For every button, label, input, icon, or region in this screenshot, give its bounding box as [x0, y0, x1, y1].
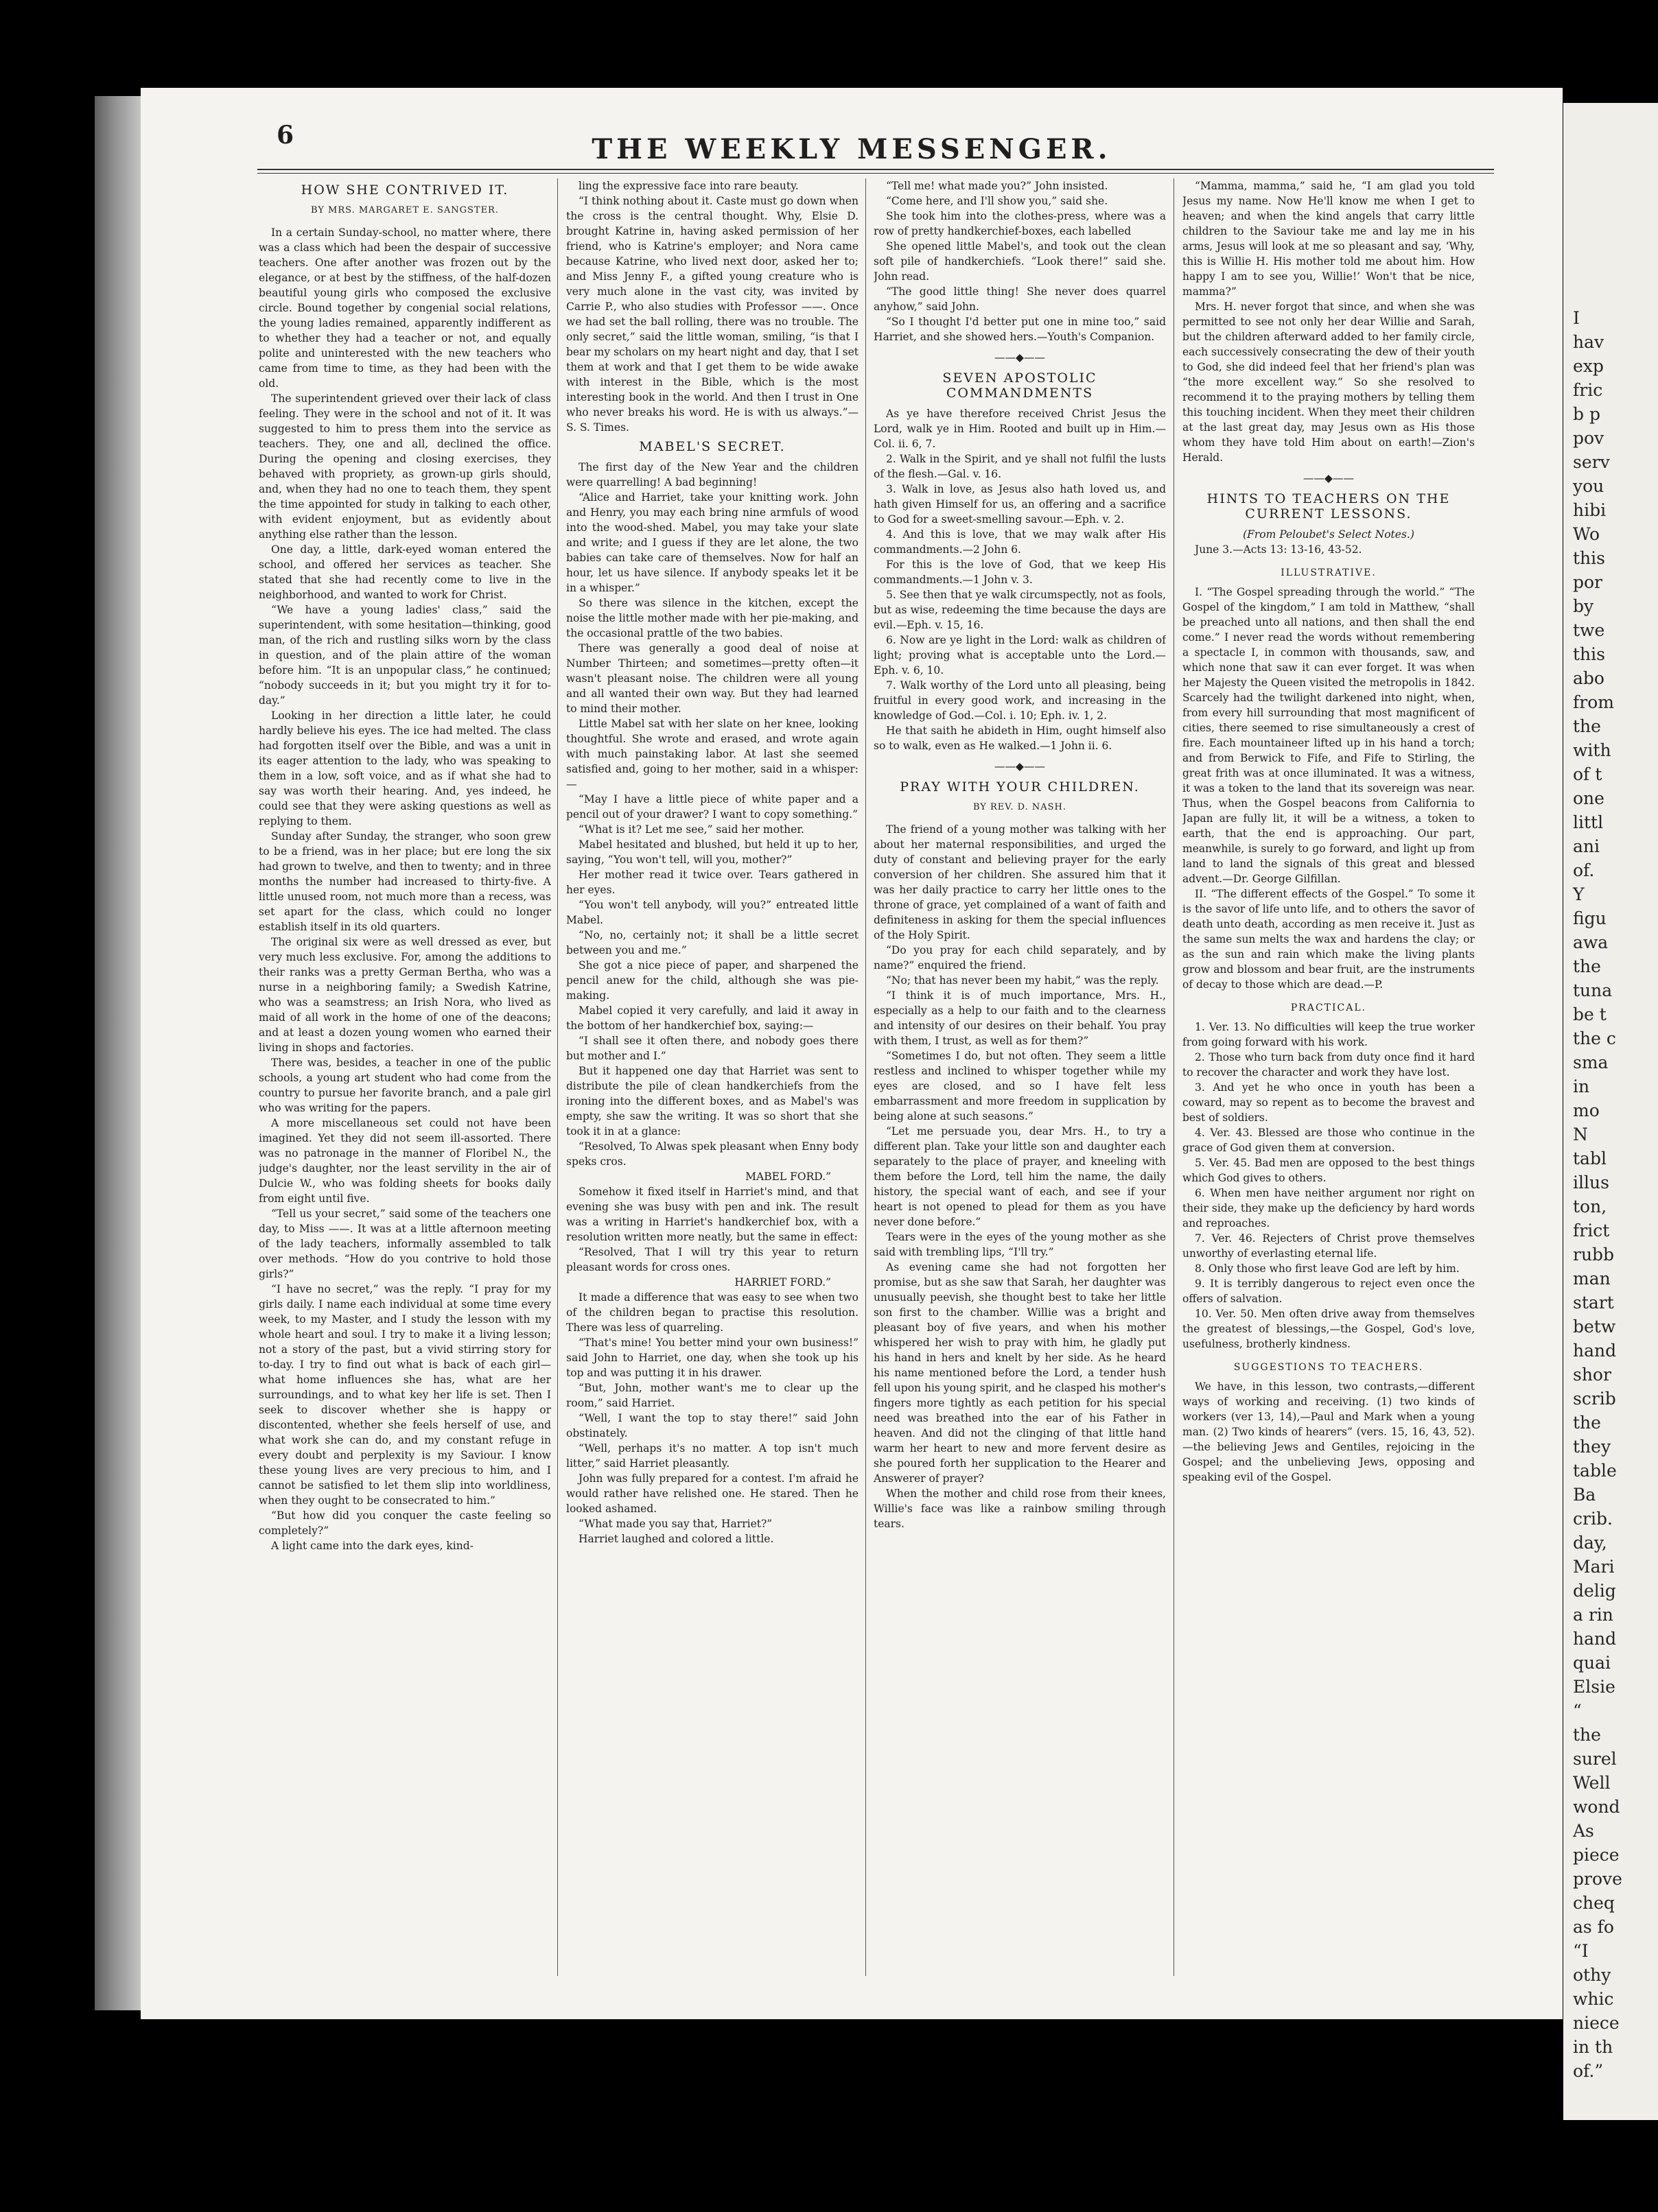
facing-page-fragment: delig: [1573, 1581, 1616, 1601]
paragraph: When the mother and child rose from their knees, Willie's face was like a rainbow smiling through tears.: [874, 1487, 1166, 1530]
facing-page-fragment: abo: [1573, 668, 1604, 688]
facing-page-edge: [1563, 103, 1658, 2120]
paragraph: I. “The Gospel spreading through the world.” “The Gospel of the kingdom,” I am told in Matthew, “shall be preached unto all nations, and then shall the end come.” I never read the words without remembering a spectacle I, in common with thousands, saw, and which none that saw it can ever forget. It was when her Majesty the Queen visited the metropolis in 1842. Scarcely had the twilight darkened into night, when, from every hill surrounding that most magnificent of cities, there seemed to rise simultaneously a crest of fire. Each mountaineer lifted up in his hand a torch; and from Berwick to Fife, and Fife to Stirling, the great frith was at once illuminated. It was a witness, it was a token to the land that its sovereign was near. Thus, when the Gospel beacons from California to Japan are fully lit, it will be a witness, a token to earth, that the end is approaching. Our part, meanwhile, is surely to go forward, and light up from land to land the signals of this great and blessed advent.—Dr. George Gilfillan.: [1182, 586, 1475, 885]
paragraph: So there was silence in the kitchen, except the noise the little mother made with her pie-making, and the occasional prattle of the two babies.: [566, 597, 859, 639]
facing-page-fragment: illus: [1573, 1173, 1609, 1192]
facing-page-fragment: this: [1573, 548, 1605, 568]
paragraph: “I have no secret,” was the reply. “I pray for my girls daily. I name each individual at some time every week, to my Master, and I study the lesson with my whole heart and soul. I try to make it a living lesson; not a story of the past, but a vivid stirring story for to-day. I try to find out what is back of each girl—what home influences she has, what are her surroundings, and to what key her life is set. Then I seek to discover whether she is happy or discontented, whether she feels herself of use, and what work she can do, and my constant refuge in every doubt and perplexity is my Saviour. I know these young lives are very precious to him, and I cannot be satisfied to let them slip into worldliness, when they ought to be consecrated to him.”: [259, 1283, 551, 1507]
paragraph: 4. And this is love, that we may walk after His commandments.—2 John 6.: [874, 528, 1166, 556]
paragraph: Mrs. H. never forgot that since, and when she was permitted to see not only her dear Willie and Sarah, but the children afterward added to her family circle, each successively consecrating the dew of their youth to God, she did indeed feel that her friend's plan was “the more excellent way.” So she resolved to recommend it to the praying mothers by telling them this touching incident. When they meet their children at the last great day, may Jesus own as His those whom they have told Him about on earth!—Zion's Herald.: [1182, 301, 1475, 464]
facing-page-fragment: figu: [1573, 908, 1607, 928]
paragraph: “No, no, certainly not; it shall be a little secret between you and me.”: [566, 929, 859, 956]
facing-page-fragment: por: [1573, 572, 1603, 592]
facing-page-fragment: piece: [1573, 1845, 1620, 1865]
paragraph: She took him into the clothes-press, where was a row of pretty handkerchief-boxes, each labelled: [874, 210, 1166, 237]
facing-page-fragment: Y: [1573, 884, 1585, 904]
paragraph: “No; that has never been my habit,” was the reply.: [886, 974, 1159, 987]
facing-page-fragment: hand: [1573, 1629, 1617, 1649]
paragraph: In a certain Sunday-school, no matter where, there was a class which had been the despair of successive teachers. One after another was frozen out by the elegance, or at best by the stiffness, of the half-dozen beautiful young girls who composed the exclusive circle. Bound together by congenial social relations, the young ladies remained, apparently indifferent as to whether they had a teacher or not, and equally polite and uninterested with the new teachers who came from time to time, as they had been with the old.: [259, 226, 551, 390]
ornament-divider: ——◆——: [994, 760, 1045, 773]
facing-page-fragment: be t: [1573, 1004, 1607, 1024]
facing-page-fragment: table: [1573, 1461, 1617, 1481]
paragraph: “But, John, mother want's me to clear up the room,” said Harriet.: [566, 1382, 859, 1409]
paragraph: But it happened one day that Harriet was sent to distribute the pile of clean handkerchiefs from the ironing into the different boxes, and as Mabel's was empty, she saw the writing. It was so short that she took it in at a glance:: [566, 1065, 859, 1138]
page-number: 6: [277, 121, 294, 150]
newspaper-page: [141, 88, 1563, 2019]
paragraph: “What made you say that, Harriet?”: [579, 1518, 773, 1530]
article-body: [1182, 1020, 1475, 1352]
article-body: [1182, 585, 1475, 992]
facing-page-fragment: they: [1573, 1437, 1611, 1457]
paragraph: 9. It is terribly dangerous to reject even once the offers of salvation.: [1182, 1278, 1475, 1305]
facing-page-fragment: hand: [1573, 1341, 1617, 1361]
section-heading: PRACTICAL.: [1290, 1002, 1367, 1013]
facing-page-fragment: mo: [1573, 1101, 1600, 1120]
column-divider: [557, 178, 558, 1976]
paragraph: “Mamma, mamma,” said he, “I am glad you told Jesus my name. Now He'll know me when I get to heaven; and when the kind angels that carry little children to the Saviour take me and lay me in his arms, Jesus will look at me so pleasant and say, ‘Why, this is Willie H. His mother told me about him. How happy I am to see you, Willie!’ Won't that be nice, mamma?”: [1182, 180, 1475, 298]
paragraph: “We have a young ladies' class,” said the superintendent, with some hesitation—thinking, good man, of the rich and rustling silks worn by the class in question, and of the plain attire of the woman before him. “It is an unpopular class,” he continued; “nobody succeeds in it; but you might try it for to-day.”: [259, 604, 551, 707]
paragraph: As evening came she had not forgotten her promise, but as she saw that Sarah, her daughter was unusually peevish, she thought best to take her little son first to the chamber. Willie was a bright and pleasant boy of five years, and when his mother whispered her wish to pray with him, he gladly put his hand in hers and knelt by her side. As he heard his name mentioned before the Lord, a tender hush fell upon his young spirit, and he clasped his mother's fingers more tightly as each petition for his special need was breathed into the ear of his Father in heaven. And did not the clinging of that little hand warm her heart to new and more fervent desire as she poured forth her supplication to the Hearer and Answerer of prayer?: [874, 1261, 1166, 1485]
paragraph: Mabel hesitated and blushed, but held it up to her, saying, “You won't tell, will you, mother?”: [566, 838, 859, 866]
paragraph: 8. Only those who first leave God are left by him.: [1195, 1262, 1460, 1275]
facing-page-fragment: “: [1573, 1701, 1582, 1721]
paragraph: Looking in her direction a little later, he could hardly believe his eyes. The ice had melted. The class had forgotten itself over the Bible, and was a unit in its eager attention to the lady, who was speaking to them in a low, soft voice, and as if what she had to say was worth their hearing. And, yes indeed, he could see that they were asking questions as well as replying to them.: [259, 709, 551, 827]
paragraph: 6. Now are ye light in the Lord: walk as children of light; proving what is acceptable unto the Lord.—Eph. v. 6, 10.: [874, 634, 1166, 676]
paragraph: 3. Walk in love, as Jesus also hath loved us, and hath given Himself for us, an offering and a sacrifice to God for a sweet-smelling savour.—Eph. v. 2.: [874, 483, 1166, 526]
paragraph: “May I have a little piece of white paper and a pencil out of your drawer? I want to copy something.”: [566, 793, 859, 821]
paragraph: 2. Walk in the Spirit, and ye shall not fulfil the lusts of the flesh.—Gal. v. 16.: [874, 453, 1166, 480]
paragraph: Sunday after Sunday, the stranger, who soon grew to be a friend, was in her place; but ere long the six had grown to twelve, and then to twenty; and in three months the number had increased to thirty-five. A little unused room, not much more than a recess, was set apart for the class, which could no longer establish itself in its old quarters.: [259, 830, 551, 933]
paragraph: “Well, I want the top to stay there!” said John obstinately.: [566, 1412, 859, 1439]
paragraph: The superintendent grieved over their lack of class feeling. They were in the school and not of it. It was suggested to him to press them into the service as teachers. They, one and all, declined the office. During the opening and closing exercises, they behaved with propriety, as grown-up girls should, and, when they had no one to teach them, they spent the time appointed for study in talking to each other, with evident enjoyment, but as evidently about anything else rather than the lesson.: [259, 392, 551, 541]
section-heading: ILLUSTRATIVE.: [1281, 567, 1377, 578]
article-body: [874, 178, 1166, 344]
facing-page-fragment: awa: [1573, 932, 1609, 952]
paragraph: II. “The different effects of the Gospel.” To some it is the savor of life unto life, and to others the savor of death unto death, according as men receive it. Just as the same sun melts the wax and hardens the clay; or as the sun and rain which make the living plants grow and blossom and bear fruit, are the instruments of decay to those which are dead.—P.: [1182, 888, 1475, 991]
facing-page-fragment: tabl: [1573, 1149, 1607, 1168]
article-byline: BY MRS. MARGARET E. SANGSTER.: [311, 205, 499, 215]
paragraph: Somehow it fixed itself in Harriet's mind, and that evening she was busy with pen and ink. The result was a writing in Harriet's handkerchief box, with a resolution written more neatly, but the same in effect:: [566, 1186, 859, 1243]
facing-page-fragment: quai: [1573, 1653, 1611, 1673]
facing-page-fragment: I: [1573, 308, 1580, 328]
signature: HARRIET FORD.”: [734, 1276, 831, 1289]
facing-page-fragment: start: [1573, 1293, 1614, 1313]
article-title: SEVEN APOSTOLIC COMMANDMENTS: [942, 370, 1097, 401]
facing-page-fragment: ani: [1573, 836, 1600, 856]
article-byline: BY REV. D. NASH.: [972, 802, 1067, 812]
facing-page-fragment: from: [1573, 692, 1614, 712]
paragraph: A more miscellaneous set could not have been imagined. Yet they did not seem ill-assorted. There was no patronage in the manner of Floribel N., the judge's daughter, nor the least servility in the air of Dulcie W., who was folding sheets for books daily from eight until five.: [259, 1117, 551, 1205]
facing-page-fragment: Elsie: [1573, 1677, 1615, 1697]
article-body: [566, 1184, 859, 1275]
paragraph: The first day of the New Year and the children were quarrelling! A bad beginning!: [566, 461, 859, 489]
paragraph: “What is it? Let me see,” said her mother.: [579, 823, 804, 836]
paragraph: Harriet laughed and colored a little.: [579, 1533, 774, 1545]
article-body: [566, 178, 859, 435]
facing-page-fragment: hibi: [1573, 500, 1607, 520]
paragraph: 10. Ver. 50. Men often drive away from themselves the greatest of blessings,—the Gospel, God's love, usefulness, brotherly kindness.: [1182, 1308, 1475, 1350]
column-2: [566, 178, 859, 1976]
facing-page-fragment: sma: [1573, 1052, 1609, 1072]
facing-page-fragment: Ba: [1573, 1485, 1596, 1505]
facing-page-fragment: scrib: [1573, 1389, 1616, 1409]
facing-page-fragment: cheq: [1573, 1893, 1615, 1913]
paragraph: 5. See then that ye walk circumspectly, not as fools, but as wise, redeeming the time because the days are evil.—Eph. v. 15, 16.: [874, 589, 1166, 631]
masthead-rule: [257, 169, 1494, 170]
facing-page-fragment: fric: [1573, 380, 1603, 400]
facing-page-fragment: niece: [1573, 2013, 1620, 2033]
facing-page-fragment: one: [1573, 788, 1604, 808]
paragraph: We have, in this lesson, two contrasts,—different ways of working and receiving. (1) two kinds of workers (ver 13, 14),—Paul and Mark when a young man. (2) Two kinds of hearers” (vers. 15, 16, 43, 52).—the believing Jews and Gentiles, rejoicing in the Gospel; and the unbelieving Jews, opposing and speaking evil of the Gospel.: [1182, 1380, 1475, 1483]
paragraph: The friend of a young mother was talking with her about her maternal responsibilities, and urged the duty of constant and believing prayer for the early conversion of her children. She assured him that it was her daily practice to carry her little ones to the throne of grace, yet complained of a want of faith and definiteness in asking for them the special influences of the Holy Spirit.: [874, 823, 1166, 941]
facing-page-fragment: in: [1573, 1076, 1590, 1096]
column-divider: [865, 178, 866, 1976]
paragraph: 5. Ver. 45. Bad men are opposed to the best things which God gives to others.: [1182, 1157, 1475, 1184]
paragraph: “Alice and Harriet, take your knitting work. John and Henry, you may each bring nine armfuls of wood into the wood-shed. Mabel, you may take your slate and write; and I guess if they are let alone, the two babies can take care of themselves. Now for half an hour, let us have silence. If anybody speaks let it be in a whisper.”: [566, 491, 859, 594]
facing-page-fragment: As: [1573, 1821, 1594, 1841]
facing-page-fragment: b p: [1573, 404, 1600, 424]
article-body: [566, 460, 859, 1169]
facing-page-fragment: serv: [1573, 452, 1610, 472]
column-4: [1182, 178, 1475, 1976]
facing-page-fragment: the: [1573, 1725, 1601, 1745]
paragraph: She got a nice piece of paper, and sharpened the pencil anew for the child, although she was pie-making.: [566, 959, 859, 1002]
masthead: THE WEEKLY MESSENGER.: [592, 133, 1112, 165]
facing-page-fragment: in th: [1573, 2037, 1613, 2057]
facing-page-fragment: ton,: [1573, 1197, 1607, 1216]
paragraph: “I think nothing about it. Caste must go down when the cross is the central thought. Why, Elsie D. brought Katrine in, having asked permission of her friend, who is Katrine's employer; and Nora came because Katrine, who lived next door, asked her to; and Miss Jenny F., a gifted young creature who is very much alone in the vast city, was invited by Carrie P., who also studies with Professor ——. Once we had set the ball rolling, there was no trouble. The only secret,” said the little woman, smiling, “is that I bear my scholars on my heart night and day, that I set them at work and that I get them to be wide awake with interest in the Bible, which is the most interesting book in the world. And then I trust in One who never breaks his word. He is with us always.”—S. S. Times.: [566, 195, 859, 434]
facing-page-fragment: as fo: [1573, 1917, 1614, 1937]
paragraph: “Come here, and I'll show you,” said she.: [886, 195, 1108, 207]
paragraph: “Tell us your secret,” said some of the teachers one day, to Miss ——. It was at a little afternoon meeting of the lady teachers, informally assembled to talk over methods. “How do you contrive to hold those girls?”: [259, 1208, 551, 1280]
paragraph: One day, a little, dark-eyed woman entered the school, and offered her services as teacher. She stated that she had recently come to live in the neighborhood, and wanted to work for Christ.: [259, 543, 551, 601]
paragraph: “But how did you conquer the caste feeling so completely?”: [259, 1509, 551, 1537]
paragraph: A light came into the dark eyes, kind-: [271, 1540, 474, 1552]
facing-page-fragment: Wo: [1573, 524, 1600, 544]
facing-page-fragment: hav: [1573, 332, 1604, 352]
paragraph: Mabel copied it very carefully, and laid it away in the bottom of her handkerchief box, saying:—: [566, 1004, 859, 1032]
paragraph: 7. Ver. 46. Rejecters of Christ prove themselves unworthy of everlasting eternal life.: [1182, 1232, 1475, 1260]
paragraph: “Sometimes I do, but not often. They seem a little restless and inclined to whisper together while my eyes are closed, and so I have felt less embarrassment and more freedom in supplication by being alone at such seasons.”: [874, 1050, 1166, 1122]
facing-page-fragment: N: [1573, 1125, 1588, 1144]
facing-page-fragment: littl: [1573, 812, 1604, 832]
facing-page-fragment: rubb: [1573, 1245, 1615, 1264]
paragraph: 1. Ver. 13. No difficulties will keep the true worker from going forward with his work.: [1182, 1021, 1475, 1048]
paragraph: “Tell me! what made you?” John insisted.: [886, 180, 1108, 192]
facing-page-fragment: of.”: [1573, 2061, 1604, 2081]
paragraph: 4. Ver. 43. Blessed are those who continue in the grace of God given them at conversion.: [1182, 1127, 1475, 1154]
paragraph: “You won't tell anybody, will you?” entreated little Mabel.: [566, 899, 859, 926]
paragraph: 3. And yet he who once in youth has been a coward, may so repent as to become the bravest and best of soldiers.: [1182, 1081, 1475, 1124]
paragraph: “The good little thing! She never does quarrel anyhow,” said John.: [874, 285, 1166, 313]
masthead-rule-thin: [257, 173, 1494, 174]
paragraph: 2. Those who turn back from duty once find it hard to recover the character and work they have lost.: [1182, 1051, 1475, 1079]
paragraph: Tears were in the eyes of the young mother as she said with trembling lips, “I'll try.”: [874, 1231, 1166, 1258]
facing-page-fragment: tuna: [1573, 980, 1613, 1000]
paragraph: He that saith he abideth in Him, ought himself also so to walk, even as He walked.—1 John ii. 6.: [874, 725, 1166, 752]
facing-page-fragment: betw: [1573, 1317, 1616, 1337]
facing-page-fragment: crib.: [1573, 1509, 1613, 1529]
paragraph: “I think it is of much importance, Mrs. H., especially as a help to our faith and to the clearness and intensity of our desires on their behalf. You pray with them, I trust, as well as for them?”: [874, 989, 1166, 1047]
facing-page-fragment: surel: [1573, 1749, 1617, 1769]
facing-page-fragment: Mari: [1573, 1557, 1615, 1577]
paragraph: As ye have therefore received Christ Jesus the Lord, walk ye in Him. Rooted and built up in Him.—Col. ii. 6, 7.: [874, 408, 1166, 450]
paragraph: Little Mabel sat with her slate on her knee, looking thoughtful. She wrote and erased, and wrote again with much painstaking labor. At last she seemed satisfied and, going to her mother, said in a whisper:—: [566, 718, 859, 790]
facing-page-fragment: with: [1573, 740, 1611, 760]
facing-page-fragment: the c: [1573, 1028, 1616, 1048]
facing-page-fragment: of t: [1573, 764, 1602, 784]
article-body: [1182, 178, 1475, 465]
article-source: (From Peloubet's Select Notes.): [1243, 528, 1414, 541]
paragraph: There was generally a good deal of noise at Number Thirteen; and sometimes—pretty often—it wasn't pleasant noise. The children were all young and all wanted their own way. But they had learned to mind their mother.: [566, 642, 859, 715]
facing-page-fragment: pov: [1573, 428, 1604, 448]
article-title: HINTS TO TEACHERS ON THE CURRENT LESSONS.: [1206, 491, 1451, 521]
article-body: [874, 822, 1166, 1531]
facing-page-fragment: man: [1573, 1269, 1611, 1289]
paragraph: “Do you pray for each child separately, and by name?” enquired the friend.: [874, 944, 1166, 972]
article-title: MABEL'S SECRET.: [639, 439, 786, 454]
paragraph: There was, besides, a teacher in one of the public schools, a young art student who had come from the country to pursue her favorite branch, and a pale girl who was writing for the papers.: [259, 1057, 551, 1114]
paragraph: “That's mine! You better mind your own business!” said John to Harriet, one day, when she took up his top and was putting it in his drawer.: [566, 1337, 859, 1379]
paragraph: It made a difference that was easy to see when two of the children began to practise this resolution. There was less of quarreling.: [566, 1291, 859, 1334]
facing-page-fragment: twe: [1573, 620, 1605, 640]
book-spine: [95, 96, 143, 2010]
paragraph: “Resolved, To Alwas spek pleasant when Enny body speks cros.: [566, 1140, 859, 1168]
paragraph: Her mother read it twice over. Tears gathered in her eyes.: [566, 869, 859, 896]
paragraph: “Well, perhaps it's no matter. A top isn't much litter,” said Harriet pleasantly.: [566, 1442, 859, 1470]
lesson-reference: June 3.—Acts 13: 13-16, 43-52.: [1195, 543, 1362, 556]
facing-page-fragment: prove: [1573, 1869, 1622, 1889]
facing-page-fragment: this: [1573, 644, 1605, 664]
ornament-divider: ——◆——: [1303, 472, 1354, 484]
facing-page-fragment: the: [1573, 716, 1601, 736]
article-title: PRAY WITH YOUR CHILDREN.: [900, 779, 1140, 795]
paragraph: “Resolved, That I will try this year to return pleasant words for cross ones.: [566, 1246, 859, 1273]
facing-page-fragment: a rin: [1573, 1605, 1613, 1625]
ornament-divider: ——◆——: [994, 351, 1045, 364]
facing-page-fragment: othy: [1573, 1965, 1611, 1985]
paragraph: “I shall see it often there, and nobody goes there but mother and I.”: [566, 1035, 859, 1062]
paragraph: ling the expressive face into rare beauty.: [579, 180, 799, 192]
article-body: [259, 225, 551, 1553]
article-title: HOW SHE CONTRIVED IT.: [301, 183, 509, 198]
facing-page-fragment: exp: [1573, 356, 1604, 376]
article-body: [874, 406, 1166, 753]
facing-page-fragment: whic: [1573, 1989, 1614, 2009]
facing-page-fragment: Well: [1573, 1773, 1611, 1793]
paragraph: John was fully prepared for a contest. I'm afraid he would rather have relished one. He stared. Then he looked ashamed.: [566, 1472, 859, 1515]
facing-page-fragment: the: [1573, 956, 1601, 976]
article-body: [566, 1290, 859, 1546]
signature: MABEL FORD.”: [745, 1170, 831, 1183]
paragraph: She opened little Mabel's, and took out the clean soft pile of handkerchiefs. “Look there!” said she. John read.: [874, 240, 1166, 283]
facing-page-fragment: you: [1573, 476, 1604, 496]
column-3: [874, 178, 1166, 1976]
paragraph: 7. Walk worthy of the Lord unto all pleasing, being fruitful in every good work, and increasing in the knowledge of God.—Col. i. 10; Eph. iv. 1, 2.: [874, 679, 1166, 722]
facing-page-fragment: shor: [1573, 1365, 1611, 1385]
section-heading: SUGGESTIONS TO TEACHERS.: [1233, 1362, 1424, 1373]
facing-page-fragment: of.: [1573, 860, 1595, 880]
facing-page-fragment: by: [1573, 596, 1594, 616]
facing-page-fragment: day,: [1573, 1533, 1607, 1553]
paragraph: “So I thought I'd better put one in mine too,” said Harriet, and she showed hers.—Youth's Companion.: [874, 316, 1166, 343]
paragraph: For this is the love of God, that we keep His commandments.—1 John v. 3.: [874, 558, 1166, 586]
paragraph: The original six were as well dressed as ever, but very much less exclusive. For, among the additions to their ranks was a pretty German Bertha, who was a nurse in a neighboring family; a Swedish Katrine, who was a seamstress; an Irish Nora, who lived as maid of all work in the home of one of the deacons; and at least a dozen young women who earned their living in shops and factories.: [259, 936, 551, 1054]
column-1: [259, 178, 551, 1976]
paragraph: “Let me persuade you, dear Mrs. H., to try a different plan. Take your little son and daughter each separately to the place of prayer, and kneeling with them before the Lord, tell him the name, the daily history, the special want of each, and see if your heart is not opened to plead for them as you have never done before.”: [874, 1125, 1166, 1228]
facing-page-fragment: the: [1573, 1413, 1601, 1433]
facing-page-fragment: frict: [1573, 1221, 1610, 1240]
article-body: [1182, 1379, 1475, 1485]
facing-page-fragment: wond: [1573, 1797, 1620, 1817]
paragraph: 6. When men have neither argument nor right on their side, they make up the deficiency by hard words and reproaches.: [1182, 1187, 1475, 1229]
facing-page-fragment: “I: [1573, 1941, 1589, 1961]
